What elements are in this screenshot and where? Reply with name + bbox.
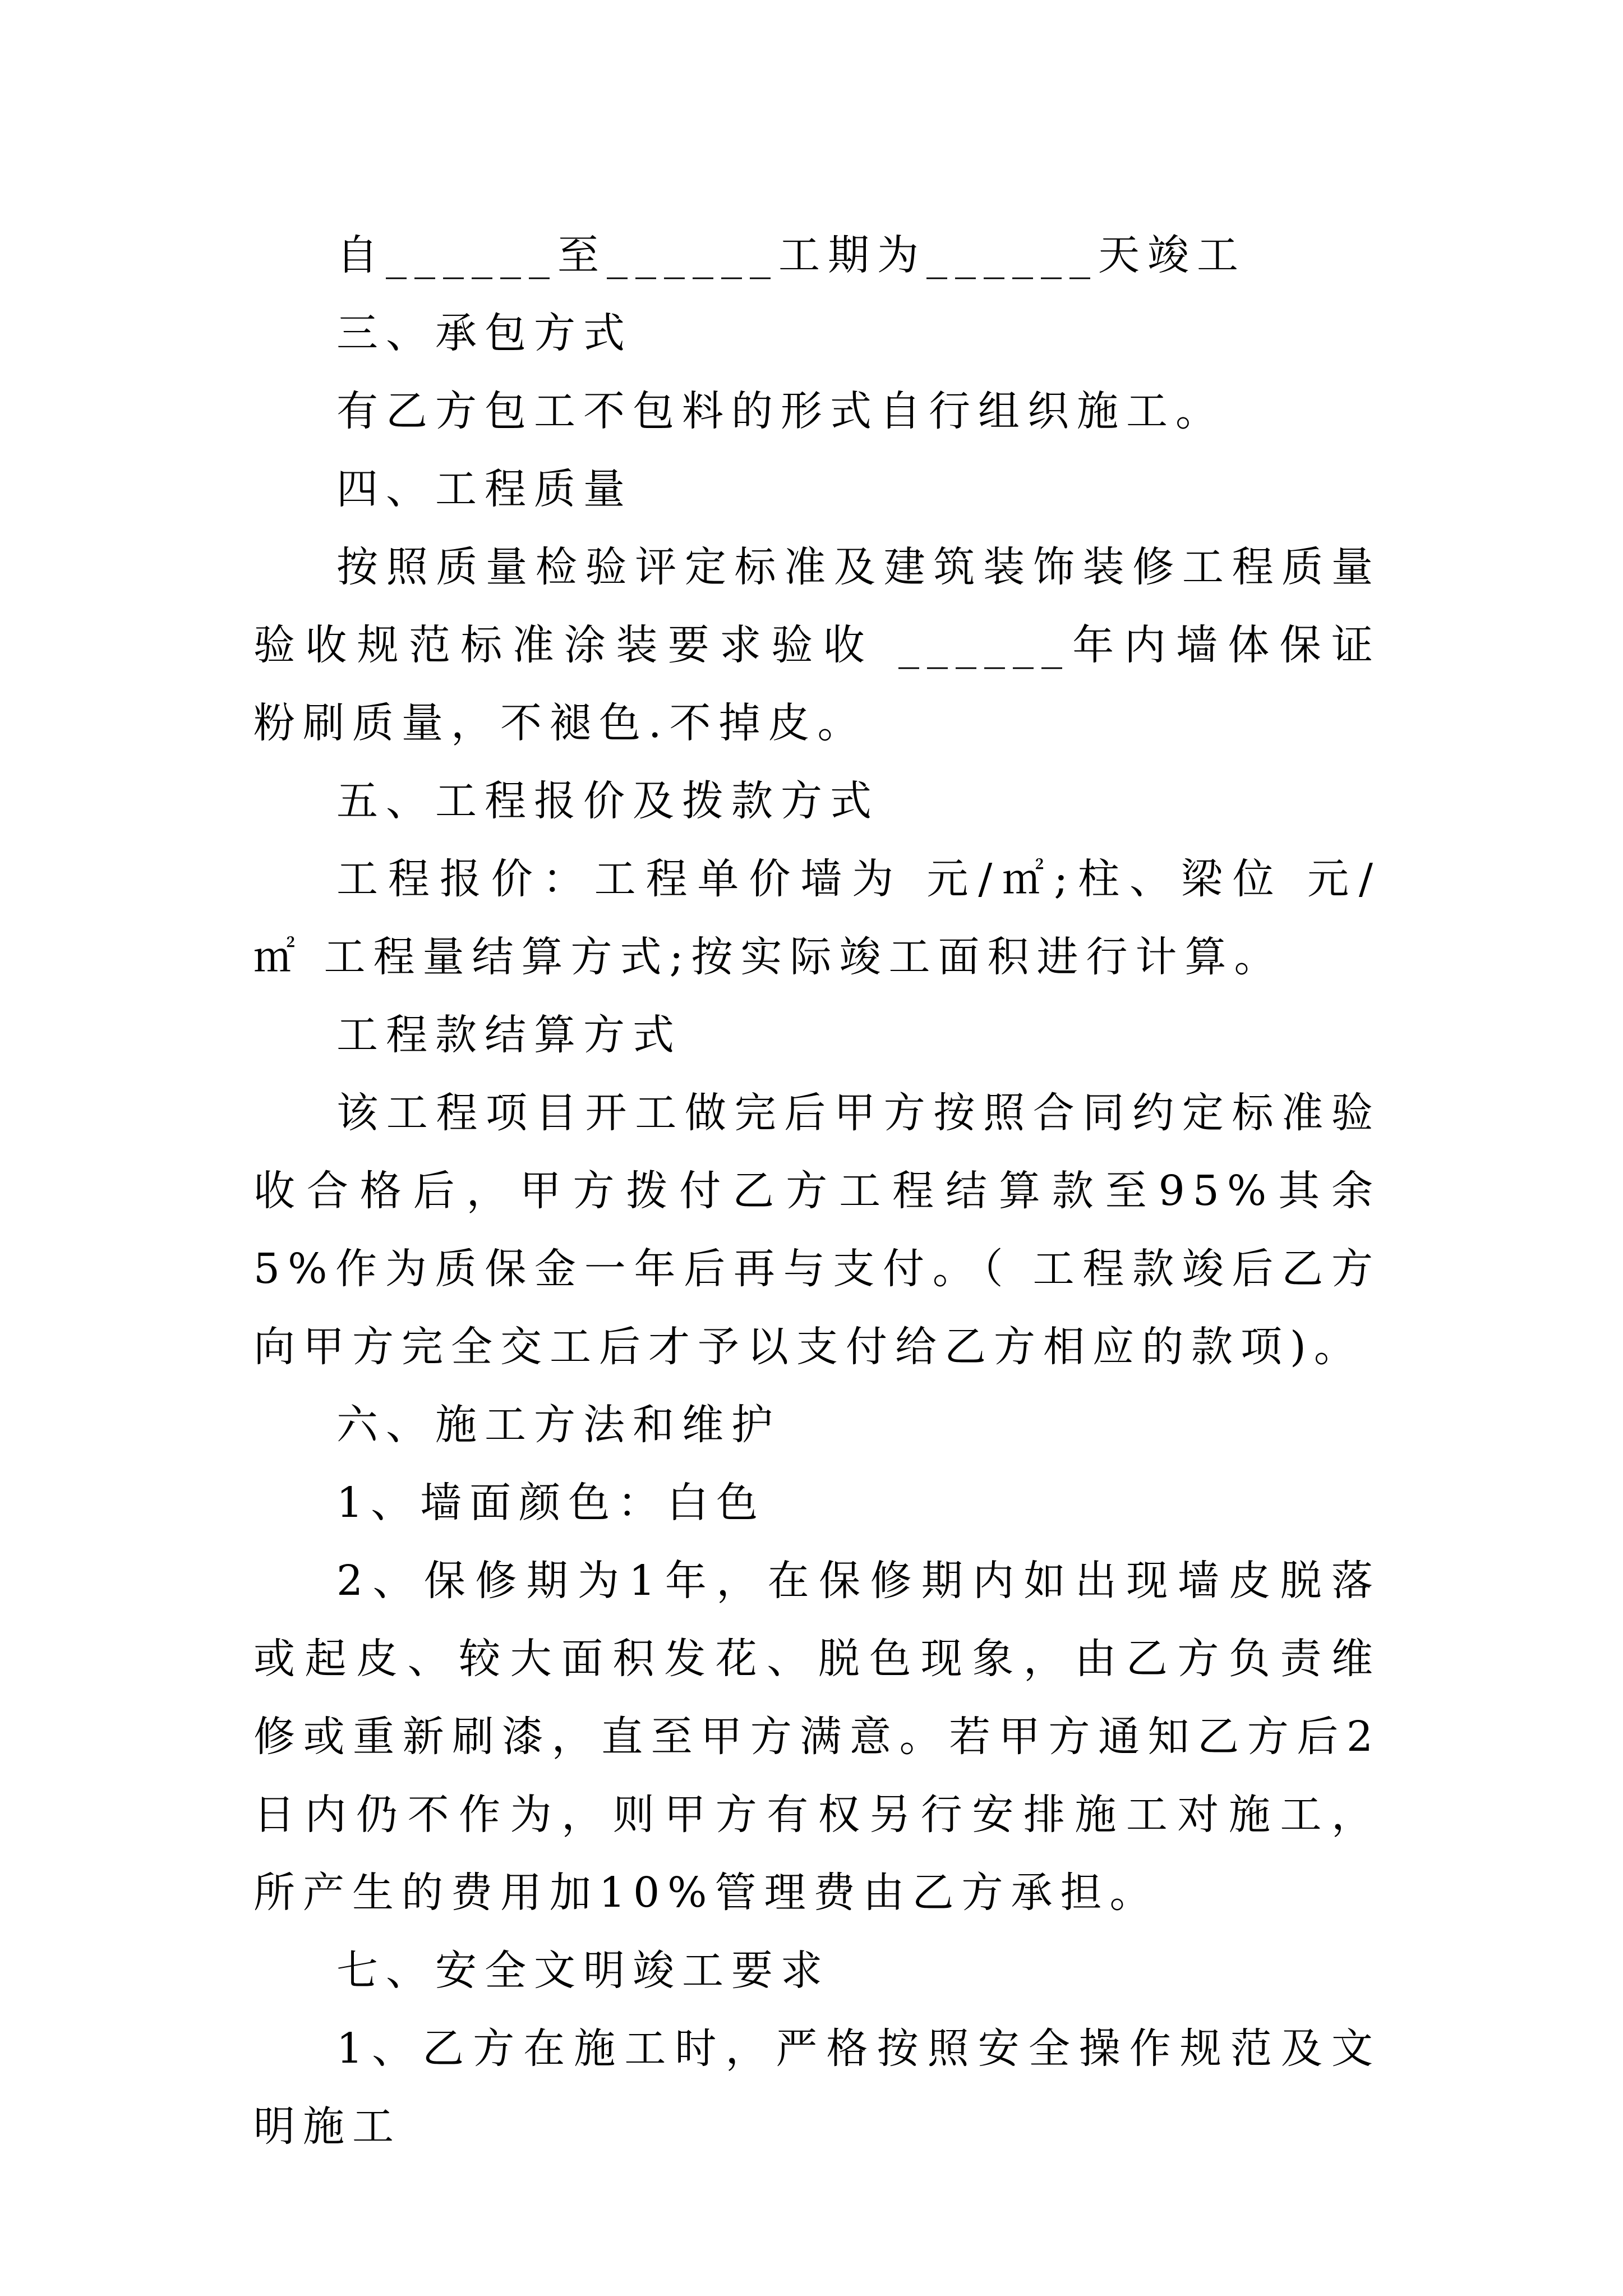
paragraph-wall-color: 1、墙面颜色：白色 — [336, 1479, 766, 1527]
paragraph-quality: 按照质量检验评定标准及建筑装饰装修工程质量验收规范标准涂装要求验收 ______年内墙体保证粉刷质量，不褪色.不掉皮。 — [253, 543, 1381, 747]
heading-quote-payment: 五、工程报价及拨款方式 — [336, 777, 879, 825]
paragraph-contract-method: 有乙方包工不包料的形式自行组织施工。 — [336, 387, 1225, 435]
heading-contract-method: 三、承包方式 — [336, 309, 633, 357]
heading-method-maintenance: 六、施工方法和维护 — [336, 1401, 781, 1449]
document-body — [253, 217, 1381, 2166]
paragraph-construction-period: 自______至______工期为______天竣工 — [336, 231, 1246, 279]
paragraph-safety: 1、乙方在施工时，严格按照安全操作规范及文明施工 — [253, 2024, 1381, 2151]
paragraph-settlement: 该工程项目开工做完后甲方按照合同约定标准验收合格后，甲方拨付乙方工程结算款至95%其余5%作为质保金一年后再与支付。（ 工程款竣后乙方向甲方完全交工后才予以支付给乙方相应的款项)。 — [253, 1089, 1381, 1371]
paragraph-quote: 工程报价：工程单价墙为 元/㎡;柱、梁位 元/㎡ 工程量结算方式;按实际竣工面积进行计算。 — [253, 855, 1381, 981]
paragraph-warranty: 2、保修期为1年，在保修期内如出现墙皮脱落或起皮、较大面积发花、脱色现象，由乙方负责维修或重新刷漆，直至甲方满意。若甲方通知乙方后2日内仍不作为，则甲方有权另行安排施工对施工，所产生的费用加10%管理费由乙方承担。 — [253, 1557, 1381, 1917]
heading-settlement: 工程款结算方式 — [336, 1011, 682, 1059]
heading-quality: 四、工程质量 — [336, 465, 633, 513]
heading-safety: 七、安全文明竣工要求 — [336, 1947, 830, 1995]
